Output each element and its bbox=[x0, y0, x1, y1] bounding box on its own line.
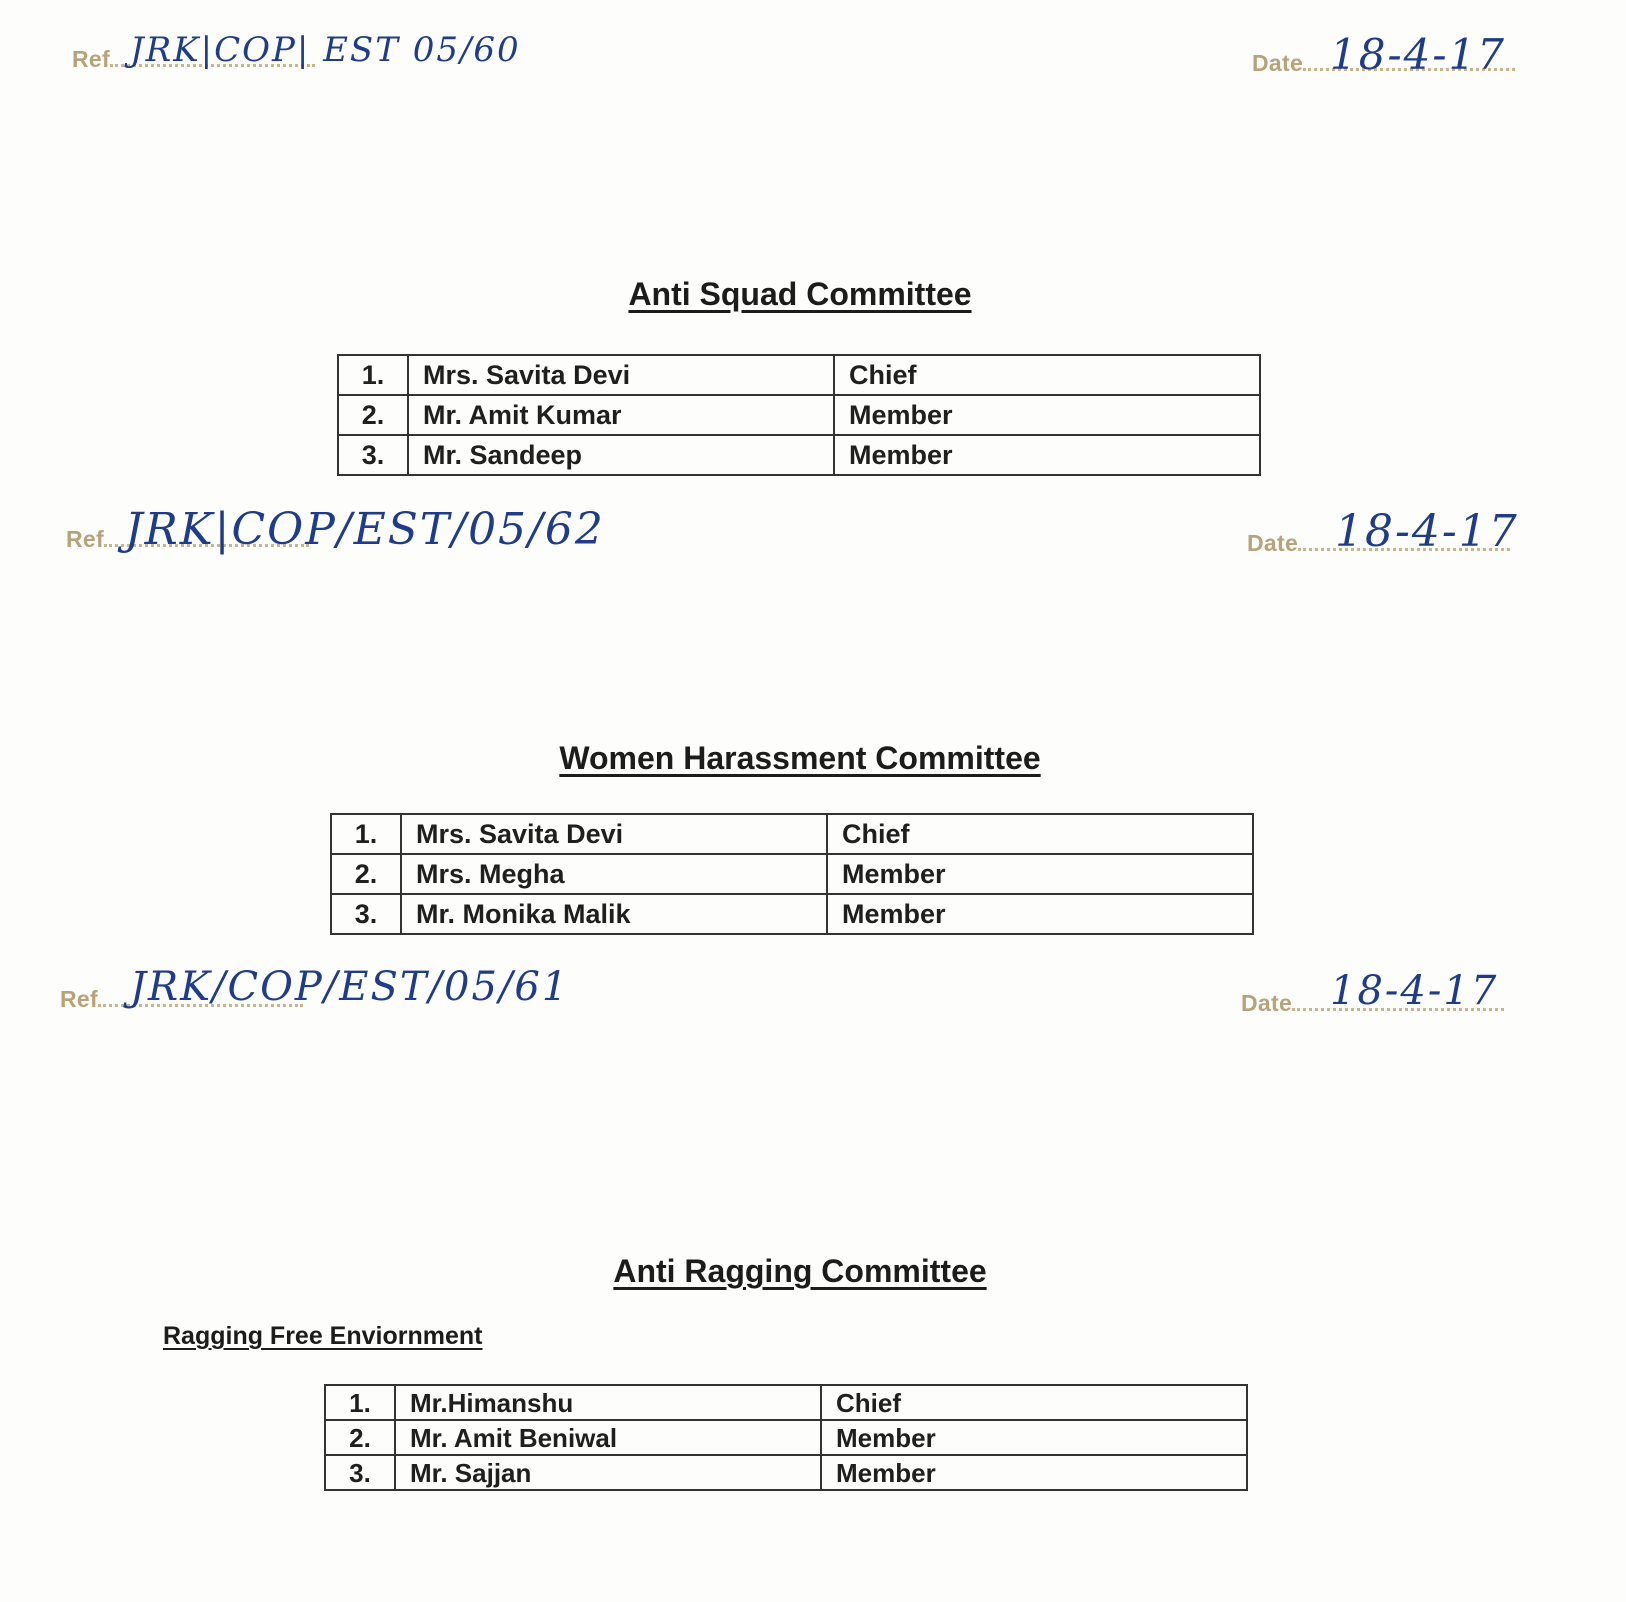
date-label: Date bbox=[1241, 990, 1504, 1017]
member-role: Member bbox=[827, 894, 1253, 934]
table-row bbox=[331, 894, 1253, 934]
row-number: 3. bbox=[331, 894, 401, 934]
handwritten-date: 18-4-17 bbox=[1330, 968, 1499, 1014]
committee-table-women-harassment bbox=[330, 813, 1254, 935]
member-name: Mr.Himanshu bbox=[395, 1385, 821, 1420]
row-number: 1. bbox=[331, 814, 401, 854]
member-name: Mrs. Megha bbox=[401, 854, 827, 894]
subtitle-ragging-free: Ragging Free Enviornment bbox=[163, 1322, 483, 1350]
member-role: Member bbox=[827, 854, 1253, 894]
member-role: Chief bbox=[821, 1385, 1247, 1420]
row-number: 2. bbox=[331, 854, 401, 894]
date-label: Date bbox=[1252, 50, 1515, 77]
table-row bbox=[338, 395, 1260, 435]
member-role: Member bbox=[821, 1455, 1247, 1490]
handwritten-ref-number: JRK/COP/EST/05/61 bbox=[130, 964, 570, 1010]
member-role: Member bbox=[834, 395, 1260, 435]
member-name: Mrs. Savita Devi bbox=[401, 814, 827, 854]
committee-table-anti-ragging bbox=[324, 1384, 1248, 1491]
member-role: Chief bbox=[827, 814, 1253, 854]
handwritten-date: 18-4-17 bbox=[1330, 30, 1506, 79]
member-name: Mr. Sajjan bbox=[395, 1455, 821, 1490]
member-name: Mr. Amit Beniwal bbox=[395, 1420, 821, 1455]
member-role: Chief bbox=[834, 355, 1260, 395]
table-row bbox=[338, 435, 1260, 475]
row-number: 1. bbox=[338, 355, 408, 395]
reference-line-1 bbox=[0, 28, 1626, 88]
ref-label: Ref bbox=[66, 526, 309, 553]
table-row bbox=[331, 814, 1253, 854]
ref-label: Ref bbox=[72, 46, 315, 73]
handwritten-ref-number: JRK|COP/EST/05/62 bbox=[125, 504, 605, 555]
row-number: 2. bbox=[338, 395, 408, 435]
reference-line-2 bbox=[0, 504, 1626, 570]
member-role: Member bbox=[821, 1420, 1247, 1455]
table-row bbox=[338, 355, 1260, 395]
row-number: 3. bbox=[325, 1455, 395, 1490]
member-name: Mr. Sandeep bbox=[408, 435, 834, 475]
member-name: Mr. Monika Malik bbox=[401, 894, 827, 934]
table-row bbox=[325, 1420, 1247, 1455]
section-title-anti-ragging: Anti Ragging Committee bbox=[613, 1253, 987, 1289]
member-name: Mrs. Savita Devi bbox=[408, 355, 834, 395]
committee-table-anti-squad bbox=[337, 354, 1261, 476]
handwritten-date: 18-4-17 bbox=[1335, 506, 1519, 557]
table-row bbox=[331, 854, 1253, 894]
member-role: Member bbox=[834, 435, 1260, 475]
handwritten-ref-number: JRK|COP| EST 05/60 bbox=[130, 30, 521, 70]
row-number: 1. bbox=[325, 1385, 395, 1420]
section-title-anti-squad: Anti Squad Committee bbox=[628, 276, 972, 312]
ref-label: Ref bbox=[60, 986, 303, 1013]
row-number: 2. bbox=[325, 1420, 395, 1455]
table-row bbox=[325, 1385, 1247, 1420]
row-number: 3. bbox=[338, 435, 408, 475]
table-row bbox=[325, 1455, 1247, 1490]
member-name: Mr. Amit Kumar bbox=[408, 395, 834, 435]
reference-line-3 bbox=[0, 964, 1626, 1030]
date-label: Date bbox=[1247, 530, 1510, 557]
section-title-women-harassment: Women Harassment Committee bbox=[559, 740, 1041, 776]
